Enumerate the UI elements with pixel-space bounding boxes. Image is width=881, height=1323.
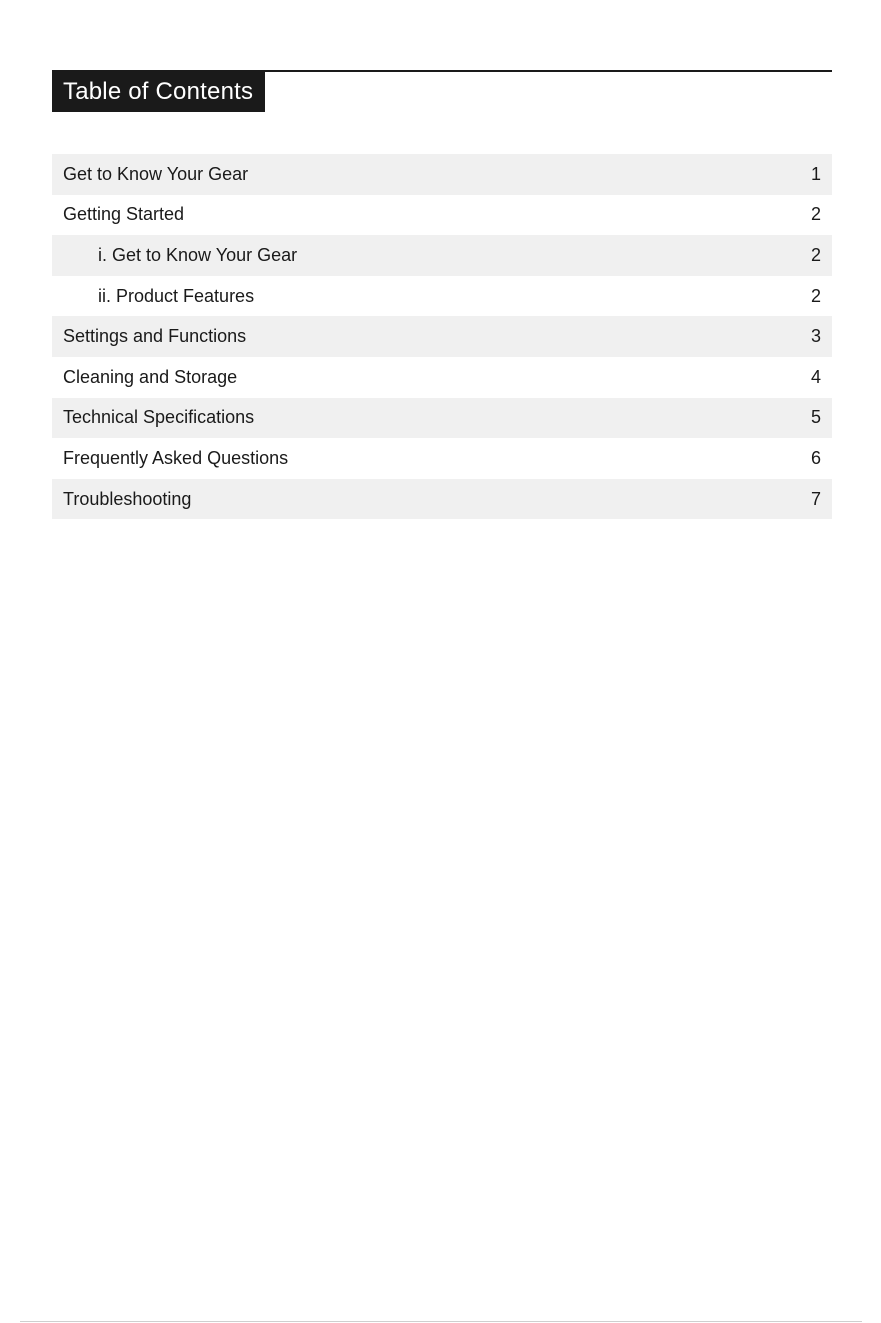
toc-entry-page-number: 2 — [810, 204, 821, 225]
toc-entry-label: Technical Specifications — [63, 407, 255, 428]
toc-entry-technical-specifications[interactable] — [52, 398, 832, 439]
toc-entry-label: Cleaning and Storage — [63, 366, 238, 387]
toc-entry-settings-and-functions[interactable] — [52, 316, 832, 357]
page-title: Table of Contents — [52, 71, 265, 112]
toc-entry-page-number: 6 — [810, 447, 821, 468]
toc-entry-page-number: 2 — [810, 244, 821, 265]
toc-entry-label: Frequently Asked Questions — [63, 447, 289, 468]
toc-entry-label: Troubleshooting — [63, 488, 192, 509]
table-of-contents — [52, 154, 832, 519]
toc-entry-cleaning-and-storage[interactable] — [52, 357, 832, 398]
toc-entry-getting-started[interactable] — [52, 195, 832, 236]
toc-entry-page-number: 2 — [810, 285, 821, 306]
toc-entry-page-number: 3 — [810, 326, 821, 347]
toc-entry-page-number: 7 — [810, 488, 821, 509]
toc-entry-troubleshooting[interactable] — [52, 479, 832, 520]
toc-entry-label: Get to Know Your Gear — [63, 163, 249, 184]
page-bottom-edge — [20, 1321, 862, 1322]
toc-entry-page-number: 4 — [810, 366, 821, 387]
toc-subentry-get-to-know-your-gear[interactable] — [52, 235, 832, 276]
toc-entry-label: Settings and Functions — [63, 326, 247, 347]
toc-entry-page-number: 5 — [810, 407, 821, 428]
toc-entry-label: i. Get to Know Your Gear — [98, 244, 298, 265]
toc-entry-page-number: 1 — [810, 163, 821, 184]
toc-entry-frequently-asked-questions[interactable] — [52, 438, 832, 479]
toc-entry-label: Getting Started — [63, 204, 185, 225]
toc-entry-get-to-know-your-gear[interactable] — [52, 154, 832, 195]
toc-entry-label: ii. Product Features — [98, 285, 255, 306]
toc-subentry-product-features[interactable] — [52, 276, 832, 317]
